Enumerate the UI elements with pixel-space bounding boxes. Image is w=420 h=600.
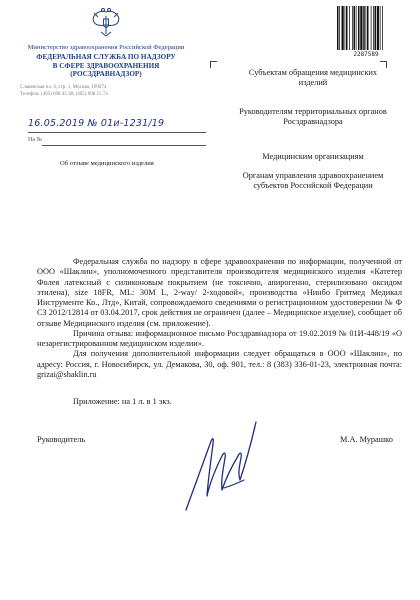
barcode-bar: [366, 6, 367, 50]
barcode-bar: [377, 6, 379, 50]
body-paragraph-2: Причина отзыва: информационное письмо Росздравнадзора от 19.02.2019 № 01И-448/19 «О незарегистрированном медицинском изделии».: [37, 328, 402, 348]
date-underline: [28, 132, 206, 133]
barcode-bar: [337, 6, 339, 50]
barcode-bar: [354, 6, 356, 50]
barcode-bar: [371, 6, 372, 50]
organization-header: [6, 44, 206, 98]
letter-body: [37, 257, 402, 380]
barcode-bar: [360, 6, 362, 50]
barcode-bar: [356, 6, 357, 50]
corner-mark-right: [380, 61, 387, 68]
barcode-bar: [342, 6, 344, 50]
recipient-1: Субъектам обращения медицинских изделий: [248, 68, 378, 88]
barcode: [336, 6, 394, 50]
barcode-bar: [339, 6, 340, 50]
letter-subject: Об отзыве медицинского изделия: [60, 160, 154, 167]
reference-number-line: На №: [28, 137, 208, 147]
signatory-name: М.А. Мурашко: [340, 435, 393, 444]
barcode-bar: [363, 6, 365, 50]
attachment-note: Приложение: на 1 л. в 1 экз.: [73, 397, 172, 406]
barcode-bar: [345, 6, 346, 50]
barcode-number: 2287589: [353, 51, 379, 58]
service-name: ФЕДЕРАЛЬНАЯ СЛУЖБА ПО НАДЗОРУ В СФЕРЕ ЗДРАВООХРАНЕНИЯ (РОСЗДРАВНАДЗОР): [36, 53, 176, 78]
barcode-bar: [373, 6, 374, 50]
body-paragraph-3: Для получения дополнительной информации следует обращаться в ООО «Шаклин», по адресу: Россия, г. Новосибирск, ул. Демакова, 30, оф. 901, тел.: 8 (383) 336-01-23, электронная почта: grizai@shaklin.ru: [37, 349, 402, 379]
recipient-4: Органам управления здравоохранением субъектов Российской Федерации: [242, 171, 384, 191]
barcode-bar: [358, 6, 360, 50]
organization-address: Славянская пл. 4, стр. 1, Москва, 109074 Телефон: (495) 698 45 38; (495) 698 15 74: [20, 85, 108, 98]
recipient-3: Медицинским организациям: [262, 152, 364, 161]
reference-underline: [42, 145, 206, 146]
emblem-icon: [88, 6, 124, 40]
barcode-bar: [349, 6, 350, 50]
barcode-bar: [367, 6, 369, 50]
registration-date-number: [28, 120, 208, 134]
barcode-bar: [352, 6, 353, 50]
body-paragraph-1: Федеральная служба по надзору в сфере здравоохранения по информации, полученной от ООО «Шаклин», уполномоченного представителя производителя медицинского изделия «Катетер Фолея латексный с силиконовым покрытием (не токсично, апирогенно, стерилизовано оксидом этилена), size 18FR, ML: 30M L, 2-way/ 2-ходовой», производства «Нинбо Гритмед Медикал Инструменте Ко., Лтд», Китай, сопровождаемого сведениями о регистрационном удостоверении № Ф СЗ 2012/12814 от 03.04.2017, срок действия не ограничен (далее – Медицинское изделие), сообщает об отзыве Медицинского изделия (см. приложение).: [37, 257, 402, 328]
handwritten-date-number: 16.05.2019 № 01и-1231/19: [28, 118, 165, 129]
handwritten-signature: [180, 418, 260, 518]
barcode-bar: [382, 6, 383, 50]
barcode-bar: [346, 6, 348, 50]
barcode-bar: [375, 6, 377, 50]
ministry-name: Министерство здравоохранения Российской Федерации: [27, 44, 185, 51]
corner-mark-left: [210, 61, 217, 68]
signatory-title: Руководитель: [37, 435, 86, 444]
recipient-2: Руководителям территориальных органов Росздравнадзора: [239, 107, 387, 127]
barcode-bar: [380, 6, 381, 50]
